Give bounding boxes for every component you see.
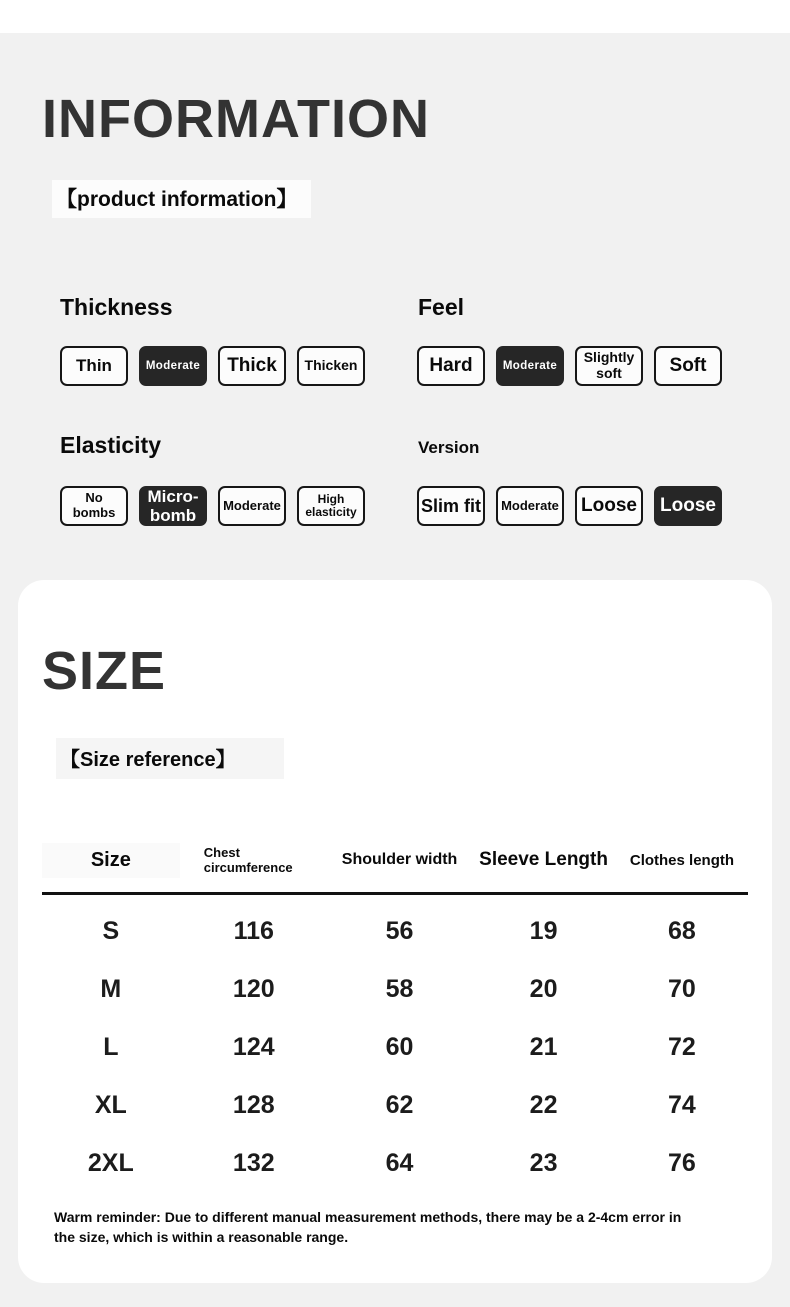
elasticity-options (60, 486, 365, 526)
cell-shoulder: 64 (385, 1148, 414, 1177)
option-button-soft[interactable]: Soft (654, 346, 722, 386)
size-table (42, 828, 748, 1192)
size-card (18, 580, 772, 1283)
size-table-header (42, 828, 748, 892)
cell-shoulder: 56 (385, 916, 414, 945)
cell-chest: 128 (232, 1090, 275, 1119)
product-information-subtitle: 【product information】 (52, 180, 311, 218)
cell-size: L (103, 1032, 119, 1061)
size-table-body (42, 895, 748, 1192)
table-row-s (42, 902, 748, 960)
top-white-strip (0, 0, 790, 33)
cell-shoulder: 58 (385, 974, 414, 1003)
cell-sleeve: 22 (529, 1090, 558, 1119)
cell-clothes: 68 (668, 916, 696, 945)
cell-sleeve: 19 (529, 916, 558, 945)
option-button-slim-fit[interactable]: Slim fit (417, 486, 485, 526)
cell-clothes: 70 (668, 974, 696, 1003)
option-button-moderate-feel[interactable]: Moderate (496, 346, 564, 386)
column-header-sleeve-length: Sleeve Length (479, 849, 608, 870)
version-group-label: Version (418, 438, 480, 457)
cell-size: S (102, 916, 120, 945)
thickness-group-label: Thickness (60, 294, 173, 320)
cell-clothes: 76 (668, 1148, 696, 1177)
option-button-thin[interactable]: Thin (60, 346, 128, 386)
cell-chest: 124 (232, 1032, 275, 1061)
option-button-loose[interactable]: Loose (575, 486, 643, 526)
feel-options (417, 346, 722, 386)
cell-chest: 120 (232, 974, 275, 1003)
feel-group-label: Feel (418, 294, 465, 320)
cell-size: 2XL (87, 1148, 134, 1177)
column-header-chest-circumference: Chest circumference (203, 845, 293, 875)
option-button-micro-bomb[interactable]: Micro-bomb (139, 486, 207, 526)
option-button-moderate-elasticity[interactable]: Moderate (218, 486, 286, 526)
table-row-l (42, 1018, 748, 1076)
column-header-clothes-length: Clothes length (629, 851, 735, 869)
column-header-shoulder-width: Shoulder width (341, 851, 458, 868)
thickness-options (60, 346, 365, 386)
cell-size: M (100, 974, 122, 1003)
cell-shoulder: 60 (385, 1032, 414, 1061)
cell-clothes: 74 (668, 1090, 696, 1119)
size-title: SIZE (42, 641, 167, 701)
option-button-high-elasticity[interactable]: High elasticity (297, 486, 365, 526)
cell-sleeve: 21 (529, 1032, 558, 1061)
version-options (417, 486, 722, 526)
option-button-moderate-version[interactable]: Moderate (496, 486, 564, 526)
option-button-moderate-thickness[interactable]: Moderate (139, 346, 207, 386)
cell-size: XL (94, 1090, 127, 1119)
cell-clothes: 72 (668, 1032, 696, 1061)
option-button-hard[interactable]: Hard (417, 346, 485, 386)
option-button-thick[interactable]: Thick (218, 346, 286, 386)
cell-chest: 132 (232, 1148, 275, 1177)
table-row-m (42, 960, 748, 1018)
cell-chest: 116 (233, 916, 274, 945)
cell-shoulder: 62 (385, 1090, 414, 1119)
option-button-slightly-soft[interactable]: Slightly soft (575, 346, 643, 386)
option-button-no-bombs[interactable]: No bombs (60, 486, 128, 526)
size-reference-subtitle: 【Size reference】 (56, 738, 284, 779)
cell-sleeve: 20 (529, 974, 558, 1003)
elasticity-group-label: Elasticity (60, 432, 161, 458)
option-button-thicken[interactable]: Thicken (297, 346, 365, 386)
information-title: INFORMATION (42, 89, 430, 149)
warm-reminder-note: Warm reminder: Due to different manual measurement methods, there may be a 2-4cm error in the size, which is within a reasonable range. (54, 1209, 682, 1245)
column-header-size: Size (42, 843, 180, 878)
table-row-2xl (42, 1134, 748, 1192)
cell-sleeve: 23 (529, 1148, 558, 1177)
table-row-xl (42, 1076, 748, 1134)
option-button-loose-selected[interactable]: Loose (654, 486, 722, 526)
